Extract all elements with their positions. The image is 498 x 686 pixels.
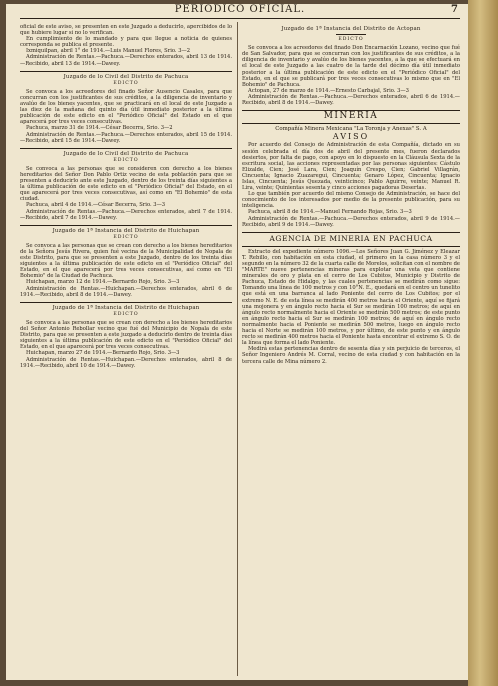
signature-line: Huichapan, marzo 12 de 1914.—Bernardo Rojo, Srio. 3—3 [26,279,180,286]
signature-line: Pachuca, marzo 31 de 1914.—César Becerra, Srio. 3—2 [26,125,173,132]
notice-intro [20,24,232,67]
edicto-label: EDICTO [113,311,139,317]
paragraph: Por acuerdo del Consejo de Administración de esta Compañía, dictado en su sesión celebrada el día dos de abril del presente mes, fueron declarados desiertos, por falta de pago, con apoyo en lo dispuesto en la Cláusula Sexta de la escritura social, las acciones representadas por las personas siguientes: Cástulo Elizalde, Cien; José Lara, Cien; Joaquín Crespo, Cien; Gabriel Villagrán, Cincuenta; Ignacio Zuazaregui, Cincuenta; Genaro López, Cincuenta; Ignacio Islas, Cincuenta; Jesús Quezada, veinticinco; Pablo Aguirre, veinte; Manuel R. Lira, veinte; Quinientas sesenta y cinco acciones pagadoras Desertas. [242,142,460,192]
court-heading: Juzgado de lo Civil del Distrito de Pachuca [63,73,189,80]
mineria-section [242,113,460,228]
agencia-section [242,233,460,365]
paragraph: En cumplimiento de lo mandado y para que llegue a noticia de quienes corresponda se publica el presente. [20,36,232,49]
paragraph: Se convoca a los acreedores del finado Señor Ausencio Casales, para que concurran con los justificantes de sus créditos, a la diligencia de inventario y avalúo de los bienes yacentes, que se practicará en el local de este Juzgado a las diez de la mañana del quinto día útil inmediato posterior a la última publicación de este edicto en el "Periódico Oficial" del Estado en el que aparecerá por tres veces consecutivas. [20,88,232,126]
notice-casales [20,74,232,144]
rentas-line: Administración de Rentas.—Pachuca.—Derechos enterados, abril 6 de 1914.—Recibido, abril 8 de 1914.—Dawey. [242,93,460,107]
paragraph: Se convoca a las personas que se crean con derecho a los bienes hereditarios del Señor Antonio Rebollar vecino que fué del Municipio de Nopala de este Distrito, para que se presenten a este juzgado a deducirlo dentro de treinta días siguientes a la última publicación de este edicto en el "Periódico Oficial" del Estado, en el que aparecerá por tres veces consecutivas. [20,319,232,351]
right-column [242,24,460,672]
rentas-line: Administración de Rentas.—Huichapan.—Derechos enterados, abril 6 de 1914.—Recibido, abril 8 de 1914.—Dawey. [20,285,232,298]
paragraph: Medirá estas pertenencias dentro de sesenta días y sin perjuicio de terceros, el Señor Ingeniero Andrés M. Corral, vecino de esta ciudad y con habitación en la tercera calle de Mina número 2. [242,346,460,365]
court-heading: Juzgado de lo Civil del Distrito de Pachuca [63,150,189,157]
section-rule [242,123,460,124]
rentas-line: Administración de Rentas.—Pachuca.—Derechos enterados, abril 15 de 1914.—Recibido, abril 15 de 1914.—Dawey. [20,131,232,144]
page-header [20,4,460,19]
signature-line: Huichapan, marzo 27 de 1914.—Bernardo Rojo, Srio. 3—3 [26,350,180,357]
notice-ortiz [20,151,232,221]
company-name: Compañía Minera Mexicana "La Toronja y Anexas" S. A [275,126,427,133]
rentas-line: Administración de Rentas.—Pachuca.—Derechos enterados, abril 7 de 1914.—Recibido, abril 7 de 1914.—Dawey. [20,208,232,221]
paragraph: Se convoca a los acreedores del finado Don Encarnación Lozano, vecino que fué de San Salvador, para que se concurran con los justificantes de sus créditos, a la diligencia de inventario y avalúo de los bienes yacentes, a la que se efectuará en el local de este Juzgado a las cuatro de la tarde del décimo día útil inmediato posterior a la última publicación de este edicto en el "Periódico Oficial" del Estado, en el que se publicará por tres veces consecutivas lo mismo que en "El Bohemio" de Pachuca. [242,45,460,88]
court-heading: Juzgado de 1ª Instancia del Distrito de Huichapan [52,304,200,311]
newspaper-page [6,4,468,680]
section-rule [20,302,232,303]
section-rule [20,148,232,149]
aviso-heading: AVISO [332,132,370,142]
edicto-label: EDICTO [113,80,139,86]
paragraph: Extracto del expediente número 1096.—Los Señores Juan G. Jiménez y Eleazar T. Rebillo, con habitación en esta ciudad, el primero en la casa número 3 y el segundo en la número 32 de la cuarta calle de Morelos, solicitan con el nombre de "MARTE" nueve pertenencias mineras para explotar una veta que contiene minerales de oro y plata en el cerro de Los Cubitos, Municipio y Distrito de Pachuca, Estado de Hidalgo, y las cuales pertenencias se medirán como sigue: Tomando una línea de 100 metros y con 10°N. E., quedará en el centro un tunelito que está en una barranca al lado Poniente del cerro de Los Cubitos; por el extremo N. E. de esta línea se medirán 400 metros hacia el Oriente, aquí se fijará una mojonera y en ángulo recto hacia el Sur se medirán 100 metros; de aquí en ángulo recto normalmente hacia el Oriente se medirán 500 metros; de este punto en ángulo recto hacia el Sur se medirán 100 metros; de aquí en ángulo recto normalmente hacia el Poniente se medirán 500 metros, luego en ángulo recto hacia el Norte se medirán 100 metros, y por último, de este punto y en ángulo recto se medirán 400 metros hacia el Poniente hasta encontrar el extremo S. O. de la línea que forma el lado Poniente. [242,248,460,347]
page-number: 7 [451,4,458,15]
column-divider [237,22,238,676]
section-rule [20,225,232,226]
signature-line: Ixmiquilpan, abril 1° de 1914.—Luis Manuel Flores, Srio. 3—2 [26,48,190,55]
section-rule [20,71,232,72]
edicto-label: EDICTO [338,37,364,43]
signature-line: Actopan, 27 de marzo de 1914.—Ernesto Carbajal, Srio. 3—3 [248,87,409,94]
notice-lozano [242,26,460,106]
paragraph: Lo que también por acuerdo del mismo Consejo de Administración, se hace del conocimiento de los interesados por medio de la presente publicación, para su inteligencia. [242,191,460,210]
rentas-line: Administración de Rentas.—Pachuca.—Derechos enterados, abril 13 de 1914.—Recibido, abril 13 de 1914.—Dawey. [20,54,232,67]
section-rule [242,246,460,247]
section-heading: MINERIA [323,111,379,122]
court-heading: Juzgado de 1ª Instancia del Distrito de Huichapan [52,227,200,234]
short-rule [336,34,366,35]
section-heading: AGENCIA DE MINERIA EN PACHUCA [269,233,433,243]
book-binding [468,0,498,686]
paragraph: oficial de este aviso, se presenten en este Juzgado a deducirlo, apercibidos de lo que hubiere lugar si no lo verifican. [20,24,232,37]
section-rule [242,232,460,233]
rentas-line: Administración de Rentas.—Huichapan.—Derechos enterados, abril 8 de 1914.—Recibido, abril 10 de 1914.—Dawey. [20,356,232,369]
edicto-label: EDICTO [113,157,139,163]
court-heading: Juzgado de 1ª Instancia del Distrito de Actopan [281,26,421,32]
signature-line: Pachuca, abril 8 de 1914.—Manuel Fernando Rojas, Srio. 3—3 [248,209,412,216]
rentas-line: Administración de Rentas.—Pachuca.—Derechos enterados, abril 9 de 1914.—Recibido, abril 9 de 1914.—Dawey. [242,215,460,228]
newspaper-title: PERIODICO OFICIAL. [174,4,306,15]
paragraph: Se convoca a las personas que se crean con derecho a los bienes hereditarios de la Señora Jesús Rivera, quien fué vecina de la Municipalidad de Nopala de este Distrito, para que se presenten a este Juzgado, dentro de los treinta días siguientes a la última publicación de este edicto en el "Periódico Oficial" del Estado, en el que aparecerá por tres veces consecutivas, así como en "El Bohemio" de la Ciudad de Pachuca. [20,242,232,280]
edicto-label: EDICTO [113,234,139,240]
notice-rebollar [20,305,232,369]
signature-line: Pachuca, abril 4 de 1914.—César Becerra, Srio. 3—3 [26,202,166,209]
left-column [20,24,232,672]
paragraph: Se convoca a las personas que se consideren con derecho a los bienes hereditarios del Señor Don Pablo Ortiz vecino de esta población para que se presenten a deducirlo ante este Juzgado, dentro de los treinta días siguientes a la última publicación de este edicto en el "Periódico Oficial" del Estado, en el que aparecerá por tres veces consecutivas, así como en "El Bohemio" de esta ciudad. [20,165,232,203]
notice-rivera [20,228,232,298]
